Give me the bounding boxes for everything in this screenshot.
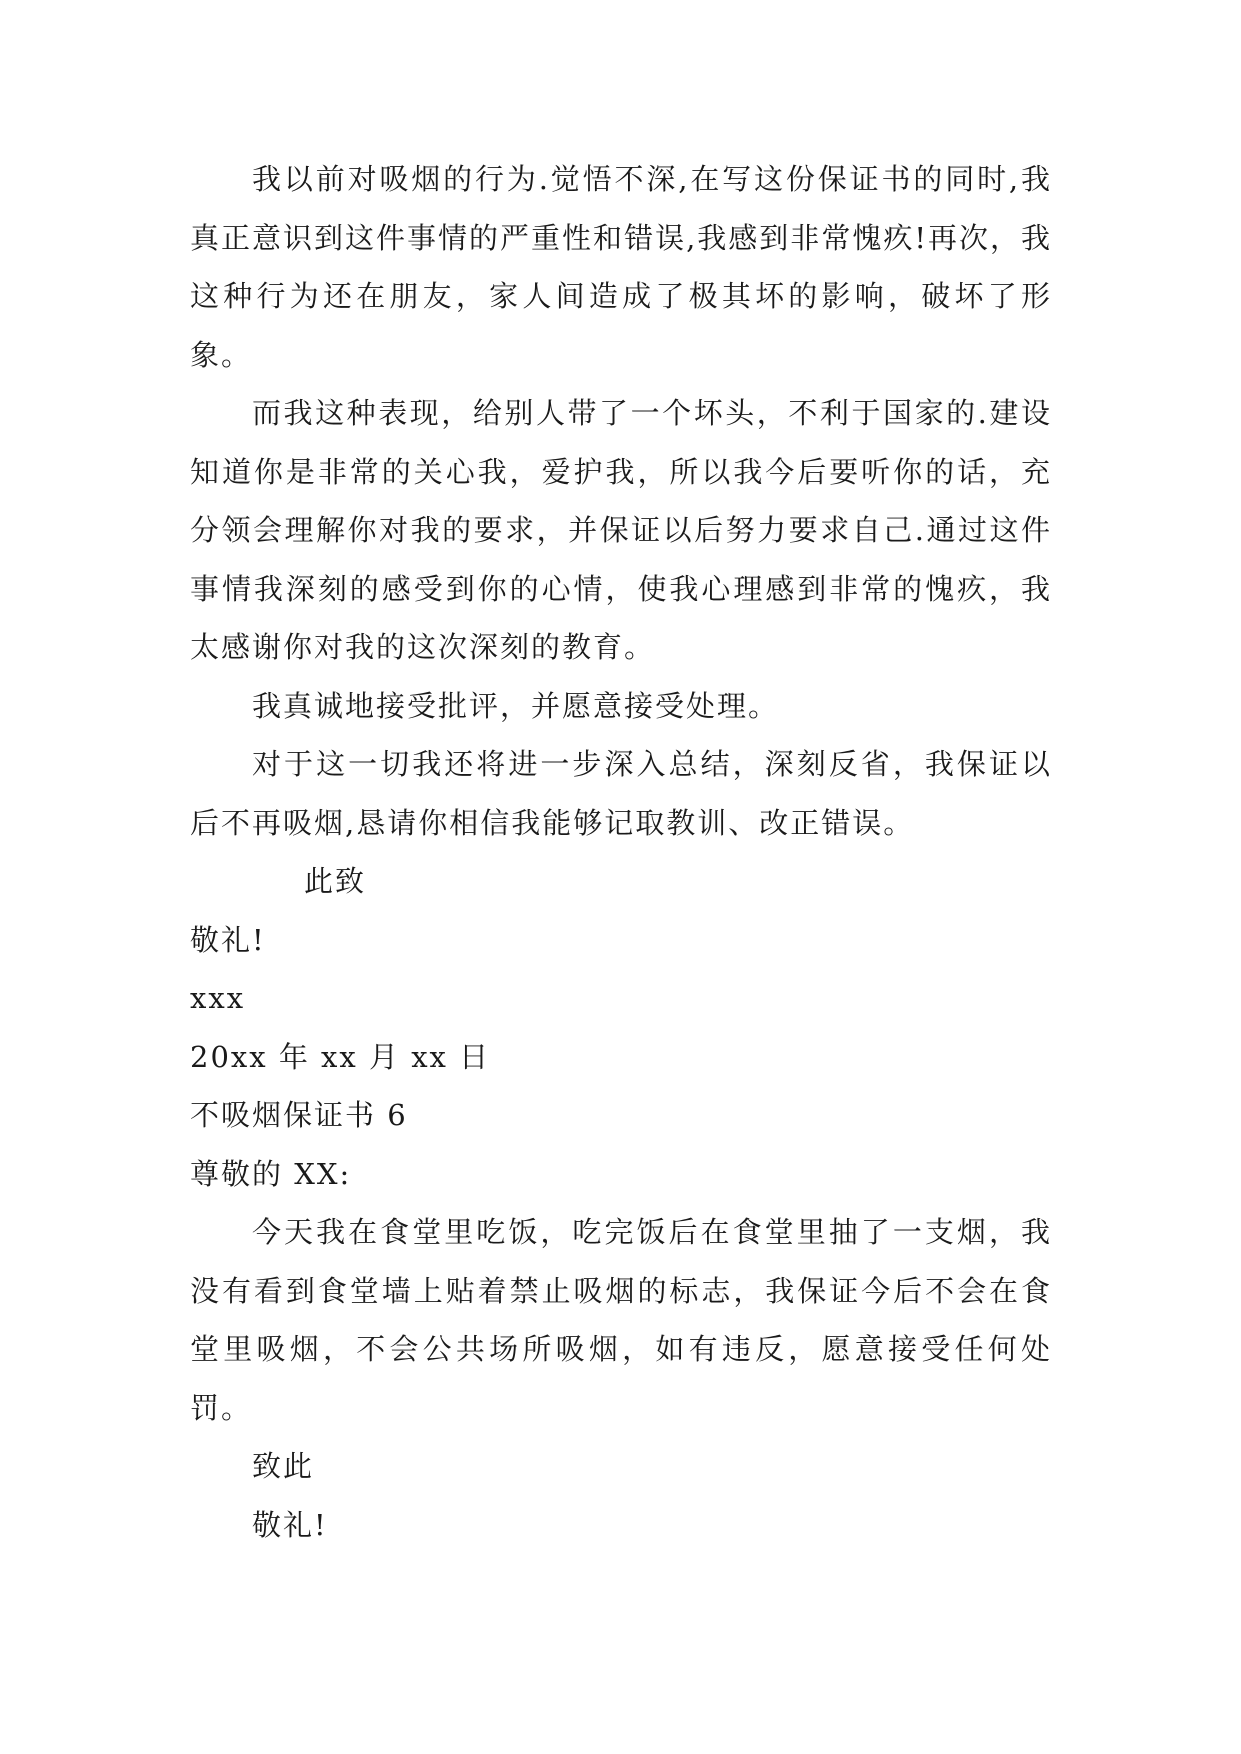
paragraph-3: 我真诚地接受批评，并愿意接受处理。 bbox=[252, 688, 780, 723]
closing-line-1: 此致 bbox=[304, 864, 367, 898]
date-line: 20xx 年 xx 月 xx 日 bbox=[190, 1039, 491, 1074]
paragraph-2: 而我这种表现，给别人带了一个坏头，不利于国家的.建设 知道你是非常的关心我，爱护我，所以我今后要听你的话，充分领会理解你对我的要求，并保证以后努力要求自己.通过这件事情我深刻的感受到你的心情，使我心理感到非常的愧疚，我太感谢你对我的这次深刻的教育。 bbox=[190, 396, 1064, 664]
salutation-line-1: 敬礼! bbox=[190, 922, 266, 957]
section-title: 不吸烟保证书 6 bbox=[190, 1098, 408, 1132]
greeting-line: 尊敬的 XX: bbox=[190, 1156, 352, 1191]
paragraph-1: 我以前对吸烟的行为.觉悟不深,在写这份保证书的同时,我真正意识到这件事情的严重性和错误,我感到非常愧疚!再次，我这种行为还在朋友，家人间造成了极其坏的影响，破坏了形象。 bbox=[190, 162, 1052, 372]
paragraph-4: 对于这一切我还将进一步深入总结，深刻反省，我保证以后不再吸烟,恳请你相信我能够记取教训、改正错误。 bbox=[190, 747, 1052, 840]
signature: xxx bbox=[190, 981, 246, 1015]
salutation-line-2: 敬礼! bbox=[252, 1507, 328, 1542]
document-body bbox=[190, 150, 1064, 1554]
closing-line-2: 致此 bbox=[252, 1449, 315, 1483]
paragraph-5: 今天我在食堂里吃饭，吃完饭后在食堂里抽了一支烟，我没有看到食堂墙上贴着禁止吸烟的标志，我保证今后不会在食堂里吸烟，不会公共场所吸烟，如有违反，愿意接受任何处罚。 bbox=[190, 1215, 1052, 1425]
